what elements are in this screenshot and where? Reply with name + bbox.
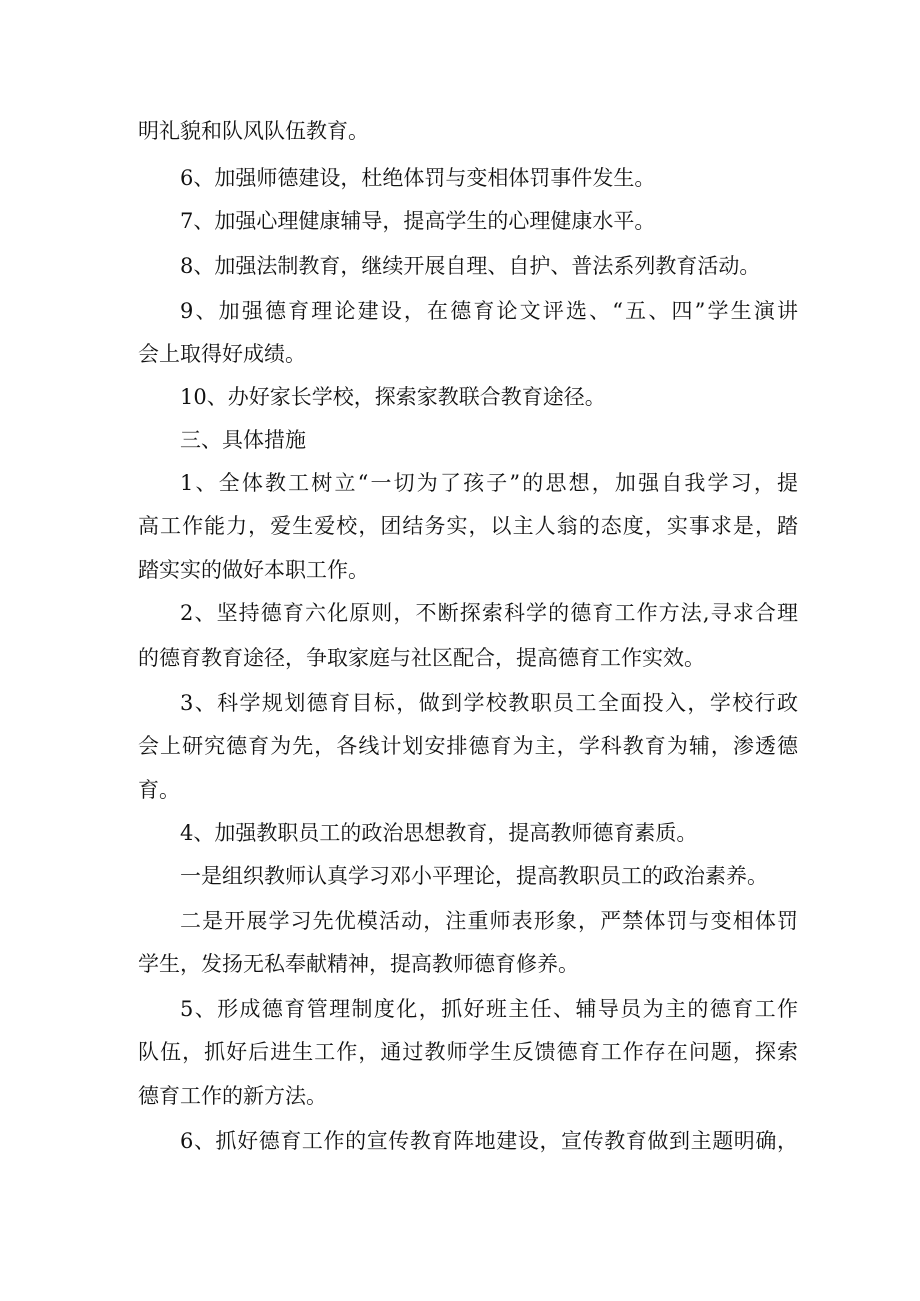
text-line: 3、科学规划德育目标，做到学校教职员工全面投入，学校行政 <box>180 691 798 715</box>
text-line: 高工作能力，爱生爱校，团结务实，以主人翁的态度，实事求是，踏 <box>138 514 798 538</box>
text-line: 6、加强师德建设，杜绝体罚与变相体罚事件发生。 <box>180 166 656 190</box>
text-line: 10、办好家长学校，探索家教联合教育途径。 <box>180 385 606 409</box>
text-line: 9、加强德育理论建设，在德育论文评选、“五、四”学生演讲 <box>180 299 798 323</box>
text-line: 5、形成德育管理制度化，抓好班主任、辅导员为主的德育工作 <box>180 997 798 1021</box>
text-line: 队伍，抓好后进生工作，通过教师学生反馈德育工作存在问题，探索 <box>138 1040 798 1064</box>
text-line: 踏实实的做好本职工作。 <box>138 558 369 582</box>
text-line: 1、全体教工树立“一切为了孩子”的思想，加强自我学习，提 <box>180 471 798 495</box>
text-line: 的德育教育途径，争取家庭与社区配合，提高德育工作实效。 <box>138 646 705 670</box>
text-line: 明礼貌和队风队伍教育。 <box>138 119 369 143</box>
text-line: 会上研究德育为先，各线计划安排德育为主，学科教育为辅，渗透德 <box>138 734 798 758</box>
text-line: 育。 <box>138 778 180 802</box>
text-line: 学生，发扬无私奉献精神，提高教师德育修养。 <box>138 952 579 976</box>
text-line: 4、加强教职员工的政治思想教育，提高教师德育素质。 <box>180 821 698 845</box>
section-heading: 三、具体措施 <box>180 428 306 452</box>
text-line: 7、加强心理健康辅导，提高学生的心理健康水平。 <box>180 209 656 233</box>
text-line: 二是开展学习先优模活动，注重师表形象，严禁体罚与变相体罚 <box>180 909 798 933</box>
text-line: 一是组织教师认真学习邓小平理论，提高教职员工的政治素养。 <box>180 864 768 888</box>
text-line: 8、加强法制教育，继续开展自理、自护、普法系列教育活动。 <box>180 254 761 278</box>
text-line: 德育工作的新方法。 <box>138 1084 327 1108</box>
text-line: 6、抓好德育工作的宣传教育阵地建设，宣传教育做到主题明确， <box>180 1129 798 1153</box>
text-line: 会上取得好成绩。 <box>138 342 306 366</box>
text-line: 2、坚持德育六化原则，不断探索科学的德育工作方法,寻求合理 <box>180 601 798 625</box>
